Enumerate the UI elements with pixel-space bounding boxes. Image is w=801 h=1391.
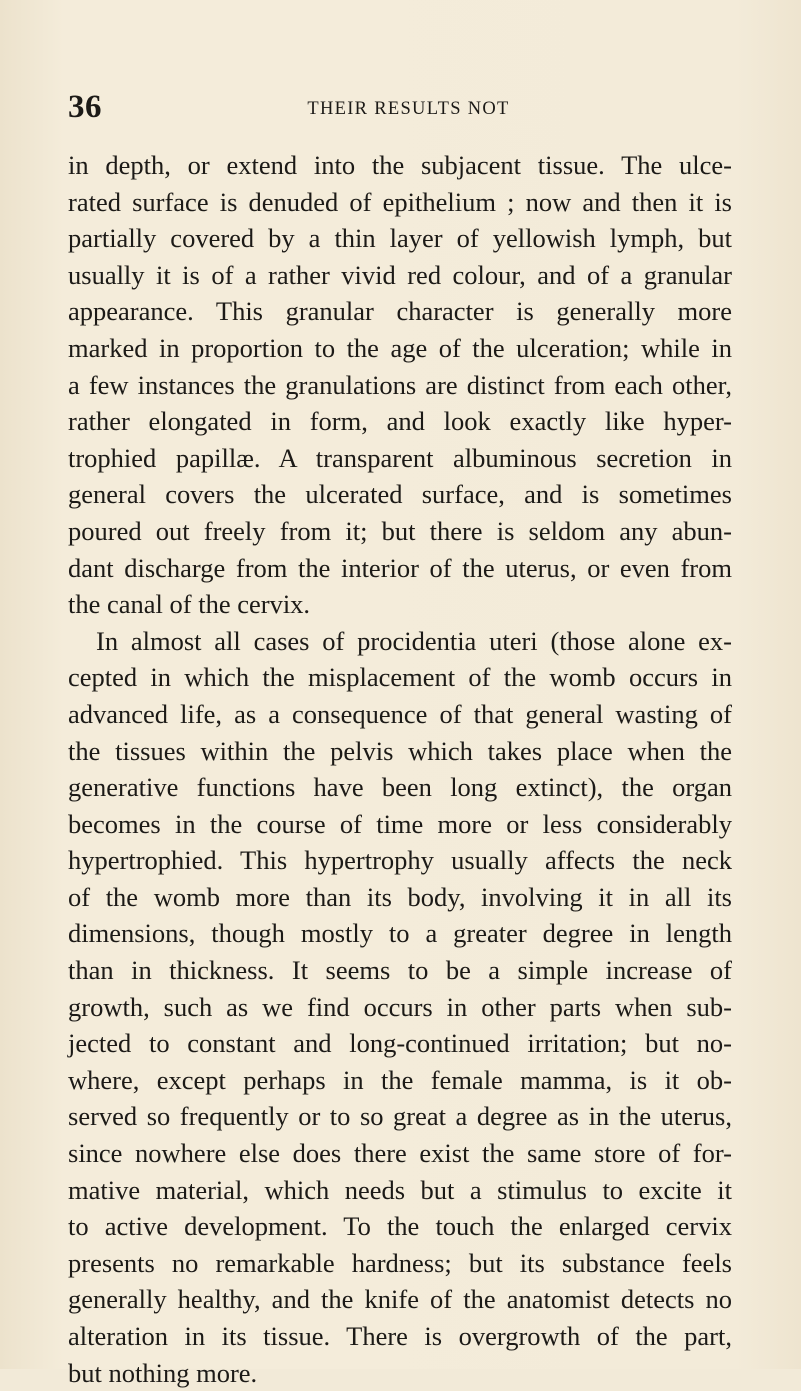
- text-line: alteration in its tissue. There is overgrowth of the part,: [68, 1321, 732, 1351]
- body-text: [68, 147, 732, 1391]
- text-line: dant discharge from the interior of the uterus, or even from: [68, 552, 732, 583]
- text-line: rated surface is denuded of epithelium ; now and then it is: [68, 186, 732, 217]
- text-line: partially covered by a thin layer of yellowish lymph, but: [68, 223, 732, 254]
- text-line: usually it is of a rather vivid red colour, and of a granular: [68, 259, 732, 290]
- text-line: dimensions, though mostly to a greater degree in length: [68, 918, 732, 949]
- text-line: to active development. To the touch the enlarged cervix: [68, 1211, 732, 1242]
- text-line: appearance. This granular character is generally more: [68, 296, 732, 327]
- page-number: 36: [68, 89, 102, 125]
- text-line: marked in proportion to the age of the ulceration; while in: [68, 332, 732, 363]
- text-line: since nowhere else does there exist the same store of for-: [68, 1138, 732, 1169]
- text-line: trophied papillæ. A transparent albuminous secretion in: [68, 442, 732, 473]
- text-line: a few instances the granulations are distinct from each other,: [68, 369, 732, 400]
- text-line: generative functions have been long extinct), the organ: [68, 772, 732, 803]
- text-line: generally healthy, and the knife of the anatomist detects no: [68, 1284, 732, 1315]
- text-line: than in thickness. It seems to be a simple increase of: [68, 955, 732, 986]
- text-line: jected to constant and long-continued irritation; but no-: [68, 1028, 732, 1059]
- paragraph-end-line: the canal of the cervix.: [68, 589, 311, 620]
- running-head: [68, 89, 731, 129]
- text-line: served so frequently or to so great a degree as in the uterus,: [68, 1101, 732, 1132]
- text-line: in depth, or extend into the subjacent tissue. The ulce-: [68, 150, 732, 180]
- text-line: advanced life, as a consequence of that general wasting of: [68, 698, 732, 729]
- running-title: THEIR RESULTS NOT: [307, 99, 510, 119]
- text-line: cepted in which the misplacement of the womb occurs in: [68, 662, 732, 693]
- paragraph-end-line: but nothing more.: [68, 1357, 258, 1388]
- text-line: hypertrophied. This hypertrophy usually affects the neck: [68, 845, 732, 876]
- text-line: mative material, which needs but a stimulus to excite it: [68, 1174, 732, 1205]
- text-line: where, except perhaps in the female mamma, is it ob-: [68, 1064, 732, 1095]
- text-line: the tissues within the pelvis which takes place when the: [68, 735, 732, 766]
- text-line: rather elongated in form, and look exactly like hyper-: [68, 406, 732, 437]
- text-line: of the womb more than its body, involving it in all its: [68, 881, 732, 912]
- text-line: growth, such as we find occurs in other parts when sub-: [68, 991, 732, 1022]
- text-line: becomes in the course of time more or less considerably: [68, 808, 732, 839]
- text-line: poured out freely from it; but there is seldom any abun-: [68, 515, 732, 546]
- paragraph-start-line: In almost all cases of procidentia uteri (those alone ex-: [96, 625, 732, 656]
- text-line: general covers the ulcerated surface, and is sometimes: [68, 479, 732, 510]
- text-line: presents no remarkable hardness; but its substance feels: [68, 1247, 732, 1278]
